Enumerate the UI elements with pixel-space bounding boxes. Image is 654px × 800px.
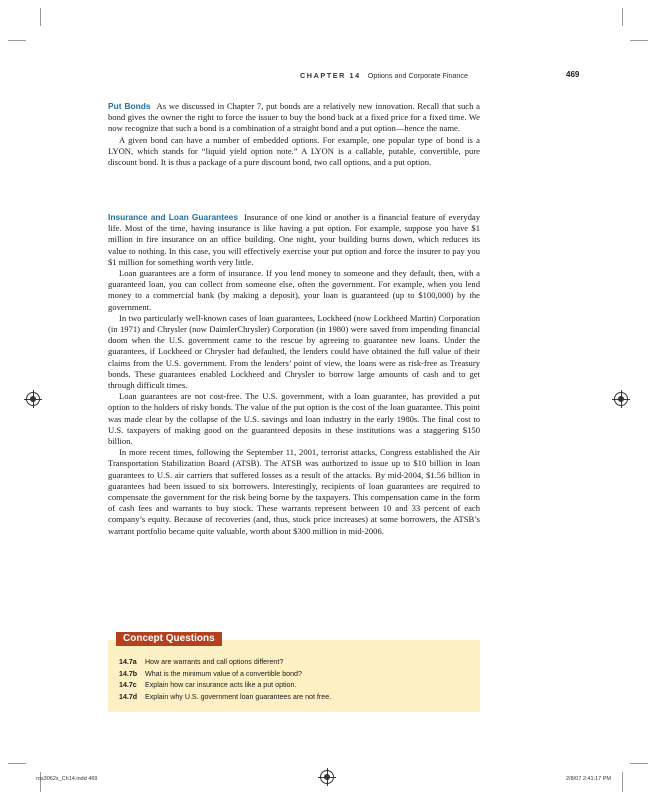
loan-guarantees-paragraph-2: Loan guarantees are a form of insurance. If you lend money to someone and they default, then, with a guaranteed loan, you can collect from someone else, often the government. For example, when you lend money to a commercial bank (by making a deposit), your loan is guaranteed (up to $100,000) by the government. [108,268,480,312]
question-text: How are warrants and call options different? [145,658,284,666]
crop-mark [8,40,26,41]
crop-mark [622,8,623,26]
section-title: Options and Corporate Finance [367,71,469,80]
concept-questions-title: Concept Questions [116,632,222,646]
put-bonds-section [108,101,480,168]
question-text: Explain how car insurance acts like a put option. [145,681,297,690]
loan-guarantees-heading: Insurance and Loan Guarantees [108,212,238,222]
chapter-label: CHAPTER 14 [300,71,361,80]
concept-question [119,657,474,669]
paragraph-text: As we discussed in Chapter 7, put bonds are a relatively new innovation. Recall that such a bond gives the owner the right to force the issuer to buy the bond back at a fixed price for a fixed time. We now recognize that such a bond is a combination of a straight bond and a put option—hence the name. [108,101,480,134]
crop-mark [40,8,41,26]
loan-guarantees-section [108,212,480,537]
crop-mark [622,772,623,792]
concept-question [119,669,474,681]
question-number: 14.7b [119,669,138,678]
question-number: 14.7a [119,658,137,666]
running-head [300,71,600,80]
concept-questions-box [108,633,480,712]
put-bonds-heading: Put Bonds [108,101,151,111]
loan-guarantees-paragraph-1 [108,212,480,268]
registration-mark-icon [320,770,334,784]
crop-mark [630,40,648,41]
page-number: 469 [566,70,580,79]
print-timestamp: 2/8/07 2:41:17 PM [566,776,611,782]
crop-mark [8,763,26,764]
loan-guarantees-paragraph-4: Loan guarantees are not cost-free. The U.S. government, with a loan guarantee, has provided a put option to the holders of risky bonds. The value of the put option is the cost of the loan guarantee. This point was made clear by the collapse of the U.S. savings and loan industry in the early 1980s. The final cost to U.S. taxpayers of making good on the guaranteed deposits in these institutions was a staggering $150 billion. [108,391,480,447]
put-bonds-paragraph-2: A given bond can have a number of embedded options. For example, one popular type of bond is a LYON, which stands for “liquid yield option note.” A LYON is a callable, putable, convertible, pure discount bond. It is thus a package of a pure discount bond, two call options, and a put option. [108,134,480,168]
put-bonds-paragraph-1 [108,101,480,135]
question-text: What is the minimum value of a convertible bond? [145,669,302,678]
crop-mark [40,772,41,792]
registration-mark-icon [614,392,628,406]
loan-guarantees-paragraph-3: In two particularly well-known cases of loan guarantees, Lockheed (now Lockheed Martin) Corporation (in 1971) and Chrysler (now DaimlerChrysler) Corporation (in 1980) were saved from impending financial doom when the U.S. government came to the rescue by agreeing to guarantee new loans. Under the guarantees, if Lockheed or Chrysler had defaulted, the lenders could have obtained the full value of their claims from the U.S. government. From the lenders’ point of view, the loans were as risk-free as Treasury bonds. These guarantees enabled Lockheed and Chrysler to borrow large amounts of cash and to get through difficult times. [108,312,480,391]
question-number: 14.7c [119,681,137,690]
concept-questions-list [119,657,474,703]
paragraph-text: Insurance of one kind or another is a financial feature of everyday life. Most of the time, having insurance is like having a put option. For example, suppose you have $1 million in fire insurance on an office building. One night, your building burns down, which reduces its value to nothing. In this case, you will effectively exercise your put option and force the insurer to pay you $1 million for something worth very little. [108,212,480,267]
registration-mark-icon [26,392,40,406]
question-text: Explain why U.S. government loan guarantees are not free. [145,692,332,701]
concept-question [119,692,474,704]
loan-guarantees-paragraph-5: In more recent times, following the September 11, 2001, terrorist attacks, Congress established the Air Transportation Stabilization Board (ATSB). The ATSB was authorized to issue up to $10 billion in loan guarantees to U.S. air carriers that suffered losses as a result of the attacks. By mid-2004, $1.56 billion in guarantees had been issued to six borrowers. Interestingly, recipients of loan guarantees are required to compensate the government for the risk being borne by the taxpayers. This compensation came in the form of cash fees and warrants to buy stock. These warrants represent between 10 and 33 percent of each company’s equity. Because of recoveries (and, thus, stock price increases) at some borrowers, the ATSB’s warrant portfolio became quite valuable, worth about $300 million in mid-2006. [108,447,480,536]
file-slug: ros3062x_Ch14.indd 469 [36,776,98,782]
concept-question [119,680,474,692]
question-number: 14.7d [119,692,138,701]
crop-mark [630,763,648,764]
